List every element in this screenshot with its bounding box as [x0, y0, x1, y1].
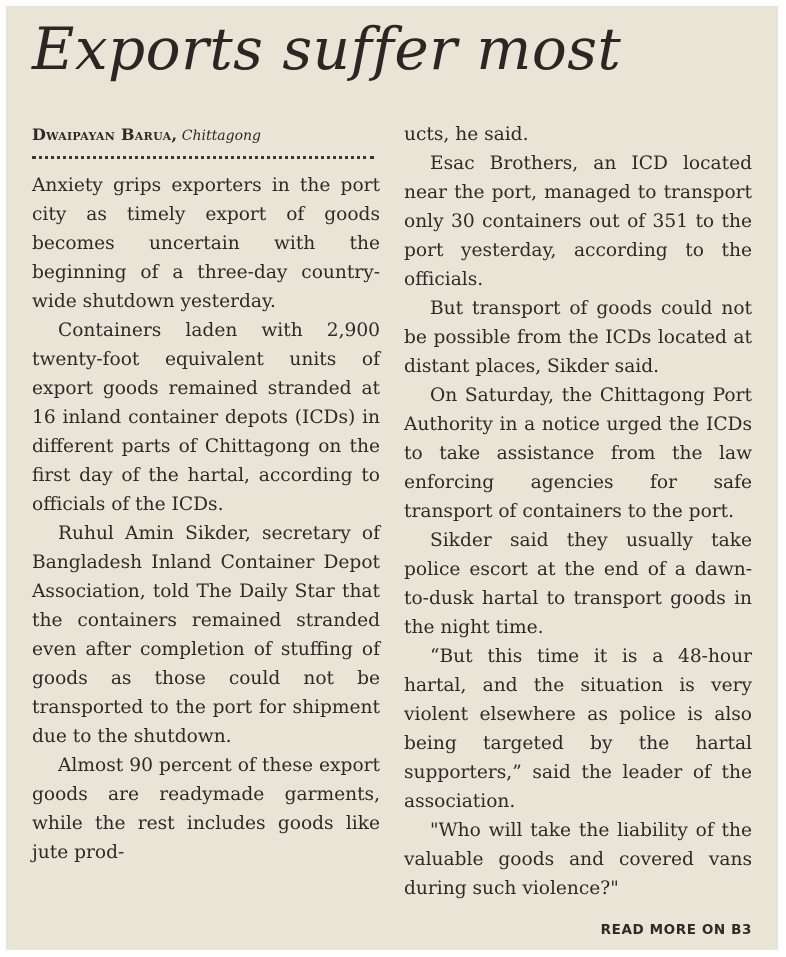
dotted-divider: [32, 150, 374, 159]
read-more-link[interactable]: READ MORE ON B3: [600, 922, 752, 938]
paragraph: Anxiety grips exporters in the port city as timely export of goods becomes uncertain with the beginning of a three-day country-wide shutdown yesterday.: [32, 175, 380, 312]
newspaper-clipping: [6, 6, 778, 950]
right-column: [404, 120, 752, 903]
paragraph: On Saturday, the Chittagong Port Authority in a notice urged the ICDs to take assistance from the law enforcing agencies for safe transport of containers to the port.: [404, 385, 752, 522]
byline-location: Chittagong: [181, 128, 261, 144]
paragraph: Almost 90 percent of these export goods are readymade garments, while the rest includes goods like jute prod-: [32, 755, 380, 863]
paragraph: “But this time it is a 48-hour hartal, and the situation is very violent elsewhere as police is also being targeted by the hartal supporters,” said the leader of the association.: [404, 646, 752, 812]
paragraph: Ruhul Amin Sikder, secretary of Bangladesh Inland Container Depot Association, told The Daily Star that the containers remained stranded even after completion of stuffing of goods as those could not be transported to the port for shipment due to the shutdown.: [32, 523, 380, 747]
headline: Exports suffer most: [32, 15, 622, 83]
paragraph: But transport of goods could not be possible from the ICDs located at distant places, Sikder said.: [404, 298, 752, 377]
paragraph: Esac Brothers, an ICD located near the port, managed to transport only 30 containers out of 351 to the port yesterday, according to the officials.: [404, 153, 752, 290]
paragraph: Containers laden with 2,900 twenty-foot equivalent units of export goods remained stranded at 16 inland container depots (ICDs) in different parts of Chittagong on the first day of the hartal, according to officials of the ICDs.: [32, 320, 380, 515]
paragraph: ucts, he said.: [404, 124, 529, 145]
paragraph: "Who will take the liability of the valuable goods and covered vans during such violence?": [404, 820, 752, 899]
byline-author: Dwaipayan Barua,: [32, 125, 178, 144]
byline: [32, 120, 380, 150]
paragraph: Sikder said they usually take police escort at the end of a dawn-to-dusk hartal to transport goods in the night time.: [404, 530, 752, 638]
left-column: [32, 120, 380, 867]
